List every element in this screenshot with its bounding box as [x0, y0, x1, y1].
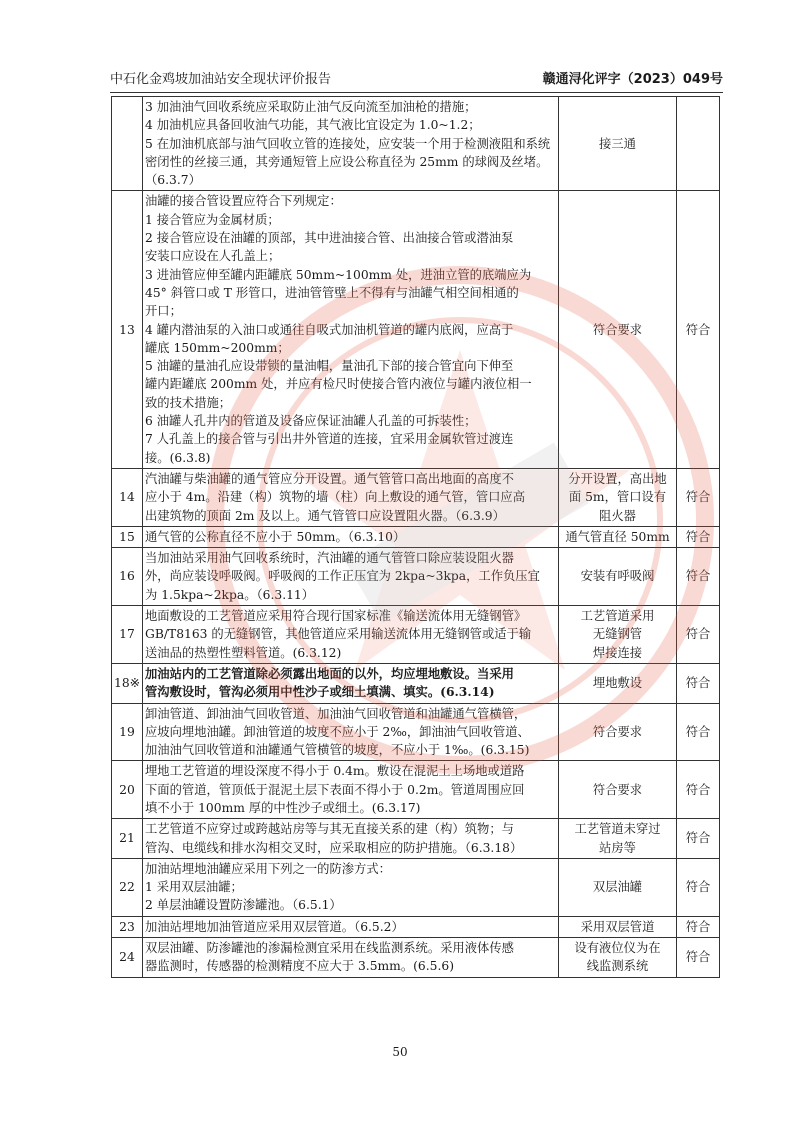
requirement-line: 出建筑物的顶面 2m 及以上。通气管管口应设置阻火器。（6.3.9）	[145, 508, 505, 523]
requirement-line: 罐底 150mm~200mm；	[145, 340, 290, 355]
table-row	[112, 663, 720, 703]
table-row	[112, 191, 720, 468]
requirement-cell	[143, 548, 559, 606]
requirement-line: 埋地工艺管道的埋设深度不得小于 0.4m。敷设在混泥土上场地或道路	[145, 764, 525, 779]
situation-line: 通气管直径 50mm	[565, 529, 670, 544]
row-number: 20	[112, 761, 143, 819]
table-row	[112, 858, 720, 916]
actual-situation-cell	[559, 938, 677, 978]
situation-line: 双层油罐	[592, 880, 643, 895]
actual-situation-cell	[559, 526, 677, 547]
report-title: 中石化金鸡坡加油站安全现状评价报告	[110, 72, 332, 87]
situation-line: 设有液位仪为在	[574, 941, 661, 956]
row-number: 18※	[112, 663, 143, 703]
requirement-line: 填不小于 100mm 厚的中性沙子或细土。(6.3.17)	[145, 800, 421, 815]
requirement-cell	[143, 606, 559, 664]
requirement-cell	[143, 663, 559, 703]
situation-line: 分开设置，高出地	[568, 471, 667, 486]
requirement-line: 应小于 4m。沿建（构）筑物的墙（柱）向上敷设的通气管，管口应高	[145, 490, 526, 505]
requirement-line: 工艺管道不应穿过或跨越站房等与其无直接关系的建（构）筑物；与	[145, 822, 514, 837]
requirement-cell	[143, 916, 559, 937]
report-number: 赣通浔化评字（2023）049号	[542, 72, 723, 87]
situation-line: 工艺管道未穿过	[574, 822, 661, 837]
requirement-line: 当加油站采用油气回收系统时，汽油罐的通气管管口除应装设阻火器	[145, 551, 514, 566]
table-row	[112, 97, 720, 191]
situation-line: 焊接连接	[592, 645, 643, 660]
requirement-line: 管沟、电缆线和排水沟相交叉时，应采取相应的防护措施。（6.3.18）	[145, 840, 523, 855]
requirement-line: 开口；	[145, 304, 182, 319]
row-number: 24	[112, 938, 143, 978]
requirement-cell	[143, 191, 559, 468]
requirement-line: 1 接合管应为金属材质；	[145, 212, 280, 227]
actual-situation-cell	[559, 606, 677, 664]
result-cell: 符合	[677, 916, 720, 937]
requirement-line: 加油站内的工艺管道除必须露出地面的以外，均应埋地敷设。当采用	[145, 665, 514, 681]
requirement-line: 密闭性的丝接三通，其旁通短管上应设公称直径为 25mm 的球阀及丝堵。	[145, 154, 549, 169]
requirement-line: 4 加油机应具备回收油气功能，其气液比宜设定为 1.0~1.2；	[145, 118, 481, 133]
row-number	[112, 97, 143, 191]
actual-situation-cell	[559, 468, 677, 526]
row-number: 21	[112, 819, 143, 859]
table-row	[112, 761, 720, 819]
situation-line: 采用双层管道	[580, 919, 655, 934]
table-row	[112, 703, 720, 761]
requirement-line: 器监测时，传感器的检测精度不应大于 3.5mm。(6.5.6)	[145, 959, 455, 974]
result-cell: 符合	[677, 191, 720, 468]
result-cell: 符合	[677, 468, 720, 526]
actual-situation-cell	[559, 761, 677, 819]
table-row	[112, 938, 720, 978]
requirement-line: 地面敷设的工艺管道应采用符合现行国家标准《输送流体用无缝钢管》	[145, 609, 527, 624]
requirement-line: 为 1.5kpa~2kpa。（6.3.11）	[145, 587, 315, 602]
requirement-line: 送油品的热塑性塑料管道。(6.3.12)	[145, 645, 342, 660]
requirement-line: 接。(6.3.8)	[145, 450, 211, 465]
requirement-line: GB/T8163 的无缝钢管，其他管道应采用输送流体用无缝钢管或适于输	[145, 627, 532, 642]
actual-situation-cell	[559, 916, 677, 937]
situation-line: 符合要求	[592, 322, 643, 337]
actual-situation-cell	[559, 858, 677, 916]
row-number: 13	[112, 191, 143, 468]
requirement-line: 45° 斜管口或 T 形管口，进油管管壁上不得有与油罐气相空间相通的	[145, 285, 519, 300]
requirement-line: 1 采用双层油罐；	[145, 880, 243, 895]
table-row	[112, 526, 720, 547]
situation-line: 符合要求	[592, 724, 643, 739]
row-number: 23	[112, 916, 143, 937]
actual-situation-cell	[559, 819, 677, 859]
result-cell: 符合	[677, 938, 720, 978]
requirement-line: 汽油罐与柴油罐的通气管应分开设置。通气管管口高出地面的高度不	[145, 471, 514, 486]
requirement-cell	[143, 703, 559, 761]
situation-line: 站房等	[599, 840, 636, 855]
result-cell: 符合	[677, 606, 720, 664]
requirement-line: 下面的管道，管顶低于混泥土层下表面不得小于 0.2m。管道周围应回	[145, 782, 525, 797]
result-cell: 符合	[677, 526, 720, 547]
situation-line: 面 5m，管口设有	[568, 490, 667, 505]
actual-situation-cell	[559, 97, 677, 191]
requirement-cell	[143, 97, 559, 191]
inspection-table	[111, 96, 720, 978]
actual-situation-cell	[559, 548, 677, 606]
requirement-cell	[143, 526, 559, 547]
requirement-cell	[143, 938, 559, 978]
situation-line: 安装有呼吸阀	[580, 569, 655, 584]
requirement-line: 加油油气回收管道和油罐通气管横管的坡度，不应小于 1‰。(6.3.15)	[145, 743, 530, 758]
requirement-line: 6 油罐人孔井内的管道及设备应保证油罐人孔盖的可拆装性；	[145, 414, 477, 429]
requirement-line: 管沟敷设时，管沟必须用中性沙子或细土填满、填实。(6.3.14)	[145, 684, 495, 700]
row-number: 19	[112, 703, 143, 761]
result-cell: 符合	[677, 703, 720, 761]
requirement-cell	[143, 468, 559, 526]
requirement-line: 罐内距罐底 200mm 处，并应有检尺时使接合管内液位与罐内液位相一	[145, 377, 532, 392]
requirement-line: 油罐的接合管设置应符合下列规定：	[145, 194, 342, 209]
page-header	[110, 70, 723, 93]
requirement-line: 2 接合管应设在油罐的顶部，其中进油接合管、出油接合管或潜油泵	[145, 231, 514, 246]
result-cell: 符合	[677, 663, 720, 703]
requirement-cell	[143, 761, 559, 819]
table-row	[112, 468, 720, 526]
result-cell	[677, 97, 720, 191]
actual-situation-cell	[559, 703, 677, 761]
table-row	[112, 548, 720, 606]
situation-line: 工艺管道采用	[580, 609, 655, 624]
requirement-line: 外，尚应装设呼吸阀。呼吸阀的工作正压宜为 2kpa~3kpa，工作负压宜	[145, 569, 540, 584]
result-cell: 符合	[677, 761, 720, 819]
actual-situation-cell	[559, 663, 677, 703]
requirement-line: 4 罐内潜油泵的入油口或通往自吸式加油机管道的罐内底阀，应高于	[145, 322, 514, 337]
requirement-line: 应坡向埋地油罐。卸油管道的坡度不应小于 2‰，卸油油气回收管道、	[145, 724, 530, 739]
requirement-line: 加油站埋地加油管道应采用双层管道。（6.5.2）	[145, 919, 404, 934]
requirement-line: 安装口应设在人孔盖上；	[145, 249, 281, 264]
situation-line: 线监测系统	[586, 959, 649, 974]
requirement-line: （6.3.7）	[145, 173, 201, 188]
page-number: 50	[392, 1045, 408, 1059]
requirement-line: 双层油罐、防渗罐池的渗漏检测宜采用在线监测系统。采用液体传感	[145, 941, 514, 956]
situation-line: 埋地敷设	[592, 676, 643, 691]
actual-situation-cell	[559, 191, 677, 468]
requirement-line: 5 在加油机底部与油气回收立管的连接处，应安装一个用于检测液阻和系统	[145, 136, 551, 151]
situation-line: 接三通	[599, 136, 636, 151]
requirement-line: 卸油管道、卸油油气回收管道、加油油气回收管道和油罐通气管横管，	[145, 706, 527, 721]
table-row	[112, 606, 720, 664]
situation-line: 阻火器	[599, 508, 636, 523]
requirement-line: 3 进油管应伸至罐内距罐底 50mm~100mm 处，进油立管的底端应为	[145, 267, 532, 282]
requirement-line: 致的技术措施；	[145, 395, 232, 410]
table-row	[112, 916, 720, 937]
requirement-cell	[143, 858, 559, 916]
row-number: 14	[112, 468, 143, 526]
requirement-line: 7 人孔盖上的接合管与引出井外管道的连接，宜采用金属软管过渡连	[145, 432, 514, 447]
situation-line: 符合要求	[592, 782, 643, 797]
result-cell: 符合	[677, 548, 720, 606]
requirement-line: 通气管的公称直径不应小于 50mm。（6.3.10）	[145, 529, 406, 544]
result-cell: 符合	[677, 858, 720, 916]
requirement-line: 2 单层油罐设置防渗罐池。（6.5.1）	[145, 898, 342, 913]
requirement-line: 3 加油油气回收系统应采取防止油气反向流至加油枪的措施；	[145, 100, 477, 114]
table-row	[112, 819, 720, 859]
requirement-line: 加油站埋地油罐应采用下列之一的防渗方式：	[145, 861, 391, 876]
requirement-line: 5 油罐的量油孔应设带锁的量油帽，量油孔下部的接合管宜向下伸至	[145, 359, 514, 374]
result-cell: 符合	[677, 819, 720, 859]
requirement-cell	[143, 819, 559, 859]
row-number: 15	[112, 526, 143, 547]
row-number: 17	[112, 606, 143, 664]
row-number: 16	[112, 548, 143, 606]
row-number: 22	[112, 858, 143, 916]
situation-line: 无缝钢管	[592, 627, 643, 642]
